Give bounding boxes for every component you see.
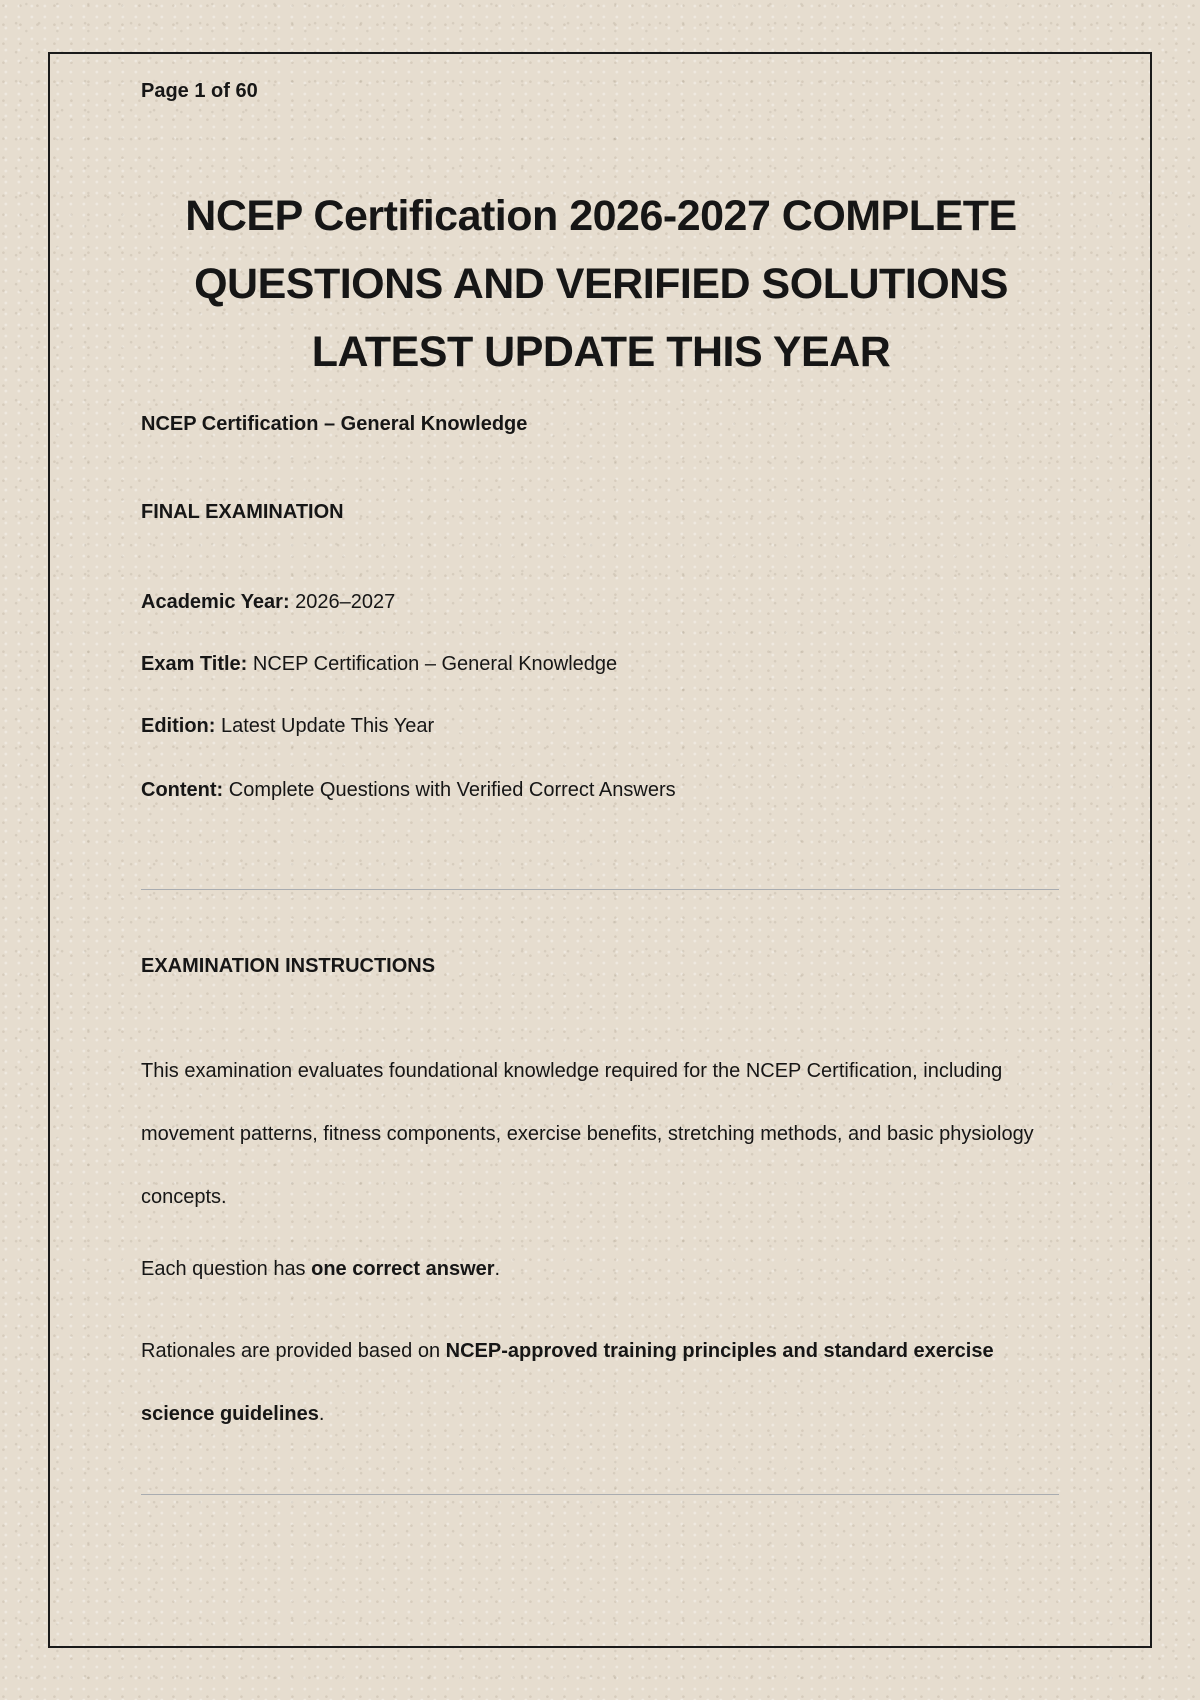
- meta-label: Edition:: [141, 715, 216, 737]
- meta-label: Academic Year:: [141, 591, 290, 613]
- document-title: [141, 182, 1061, 386]
- answer-note-prefix: Each question has: [141, 1258, 312, 1280]
- meta-content: [141, 779, 676, 802]
- meta-value: Complete Questions with Verified Correct Answers: [223, 779, 676, 801]
- rationale-note: [141, 1320, 1059, 1446]
- instructions-heading: EXAMINATION INSTRUCTIONS: [141, 955, 436, 977]
- rationale-suffix: .: [318, 1403, 325, 1425]
- meta-value: 2026–2027: [289, 591, 396, 613]
- meta-value: NCEP Certification – General Knowledge: [247, 653, 618, 675]
- course-subtitle: NCEP Certification – General Knowledge: [141, 413, 528, 435]
- meta-label: Exam Title:: [141, 653, 248, 675]
- answer-note-emphasis: one correct answer: [311, 1258, 495, 1280]
- section-divider: [141, 1494, 1059, 1495]
- answer-note: [141, 1258, 500, 1281]
- answer-note-suffix: .: [494, 1258, 501, 1280]
- rationale-prefix: Rationales are provided based on: [141, 1340, 446, 1362]
- meta-value: Latest Update This Year: [215, 715, 435, 737]
- title-line-3: LATEST UPDATE THIS YEAR: [311, 328, 891, 376]
- meta-academic-year: [141, 591, 395, 614]
- page-number: Page 1 of 60: [141, 80, 258, 102]
- rationale-emphasis: NCEP-approved training principles and standard exercise science guidelines: [141, 1340, 994, 1425]
- instructions-paragraph: This examination evaluates foundational knowledge required for the NCEP Certification, including movement patterns, fitness components, exercise benefits, stretching methods, and basic physiology concepts.: [141, 1060, 1034, 1208]
- meta-label: Content:: [141, 779, 224, 801]
- title-line-2: QUESTIONS AND VERIFIED SOLUTIONS: [194, 260, 1008, 308]
- meta-exam-title: [141, 653, 617, 676]
- exam-type-heading: FINAL EXAMINATION: [141, 501, 344, 523]
- section-divider: [141, 889, 1059, 890]
- meta-edition: [141, 715, 434, 738]
- title-line-1: NCEP Certification 2026-2027 COMPLETE: [185, 192, 1017, 240]
